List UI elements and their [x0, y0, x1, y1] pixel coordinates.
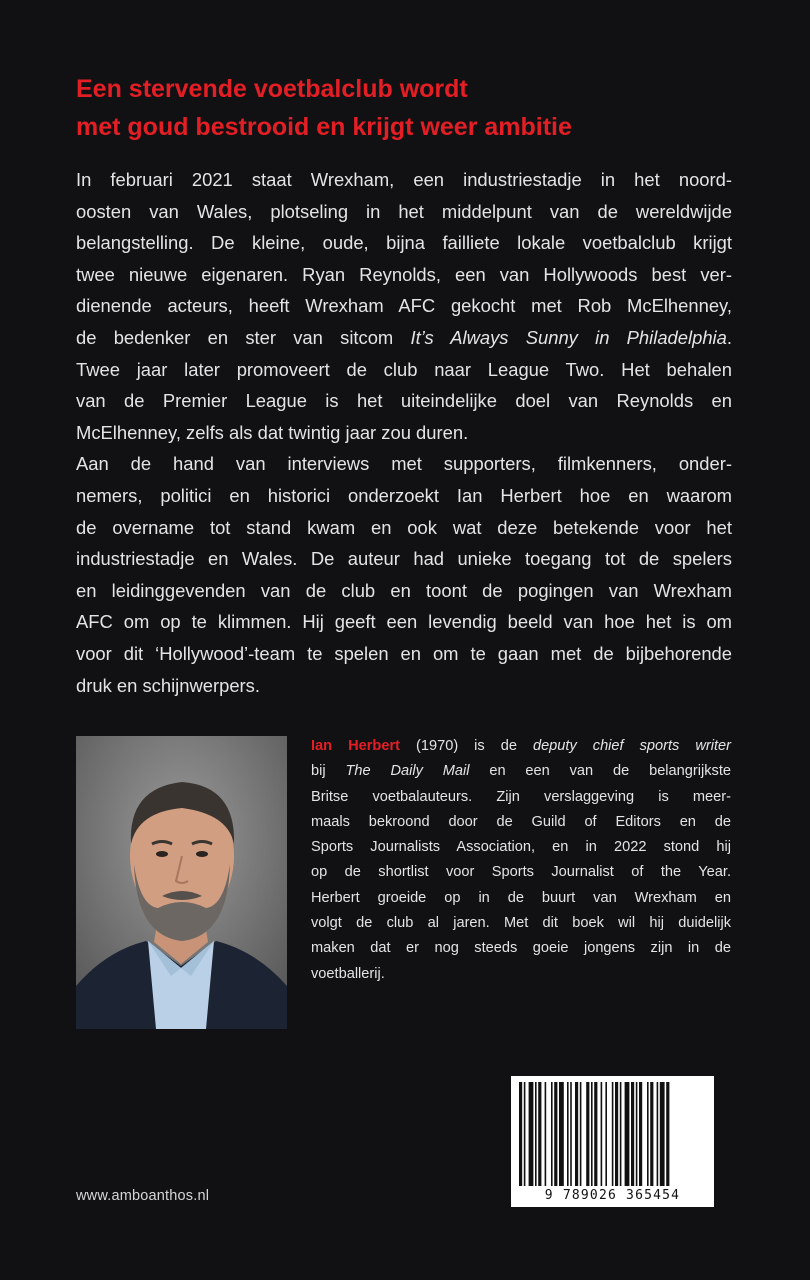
blurb-line: Aan de hand van interviews met supporters, filmkenners, onder- [76, 453, 732, 475]
barcode-bar [538, 1082, 541, 1186]
bio-line: volgt de club al jaren. Met dit boek wil hij duidelijk [311, 915, 731, 932]
bio-line: Sports Journalists Association, en in 2022 stond hij [311, 839, 731, 856]
author-bio [311, 734, 731, 987]
blurb-line: AFC om op te klimmen. Hij geeft een levendig beeld van hoe het is om [76, 611, 732, 633]
blurb [76, 164, 732, 701]
barcode-bar [605, 1082, 607, 1186]
blurb-text: de bedenker en ster van sitcom [76, 326, 411, 348]
barcode-bar [601, 1082, 603, 1186]
barcode-bar [586, 1082, 589, 1186]
barcode-bar [650, 1082, 653, 1186]
blurb-paragraph-2 [76, 448, 732, 701]
blurb-line: oosten van Wales, plotseling in het middelpunt van de wereldwijde [76, 200, 732, 222]
barcode-bar [591, 1082, 593, 1186]
bio-line: maals bekroond door de Guild of Editors en de [311, 813, 731, 830]
headline-line-2: met goud bestrooid en krijgt weer ambitie [76, 113, 572, 141]
bio-text: bij [311, 763, 346, 780]
bio-text: en een van de belangrijkste [469, 763, 732, 780]
barcode-bar [545, 1082, 547, 1186]
barcode-bar [647, 1082, 649, 1186]
barcode-bar [551, 1082, 553, 1186]
barcode-bar [612, 1082, 614, 1186]
blurb-line: dienende acteurs, heeft Wrexham AFC gekocht met Rob McElhenney, [76, 295, 732, 317]
blurb-line: de overname tot stand kwam en ook wat deze betekende voor het [76, 516, 732, 538]
blurb-line: druk en schijnwerpers. [76, 674, 260, 696]
job-title: deputy chief sports writer [532, 738, 731, 754]
headline-line-1: Een stervende voetbalclub wordt [76, 75, 468, 103]
bio-line: voetballerij. [311, 965, 385, 982]
barcode-bar [657, 1082, 659, 1186]
barcode-bar [535, 1082, 537, 1186]
blurb-text: . [726, 326, 732, 348]
newspaper-name: The Daily Mail [345, 763, 470, 780]
barcode-bar [636, 1082, 638, 1186]
blurb-line [76, 322, 732, 354]
bio-line: Herbert groeide op in de buurt van Wrexham en [311, 889, 731, 906]
blurb-line: en leidinggevenden van de club en toont de pogingen van Wrexham [76, 579, 732, 601]
barcode-bar [519, 1082, 522, 1186]
barcode-bar [666, 1082, 669, 1186]
blurb-line: belangstelling. De kleine, oude, bijna failliete lokale voetbalclub krijgt [76, 232, 732, 254]
bio-line: maken dat er nog steeds goeie jongens zijn in de [311, 940, 731, 957]
author-photo [76, 736, 287, 1029]
barcode-bar [554, 1082, 557, 1186]
barcode-bar [620, 1082, 622, 1186]
barcode-bar [660, 1082, 665, 1186]
blurb-line: McElhenney, zelfs als dat twintig jaar zou duren. [76, 421, 469, 443]
blurb-paragraph-1 [76, 164, 732, 448]
blurb-line: van de Premier League is het uiteindelijke doel van Reynolds en [76, 390, 732, 412]
barcode-bar [529, 1082, 534, 1186]
barcode-bar [631, 1082, 634, 1186]
barcode-bar [580, 1082, 582, 1186]
barcode-bar [570, 1082, 572, 1186]
blurb-line: twee nieuwe eigenaren. Ryan Reynolds, een van Hollywoods best ver- [76, 263, 732, 285]
isbn-barcode [511, 1076, 714, 1207]
barcode-bar [594, 1082, 597, 1186]
bio-line [311, 734, 731, 759]
barcode-bar [615, 1082, 618, 1186]
blurb-line: voor dit ‘Hollywood’-team te spelen en om te gaan met de bijbehorende [76, 642, 732, 664]
author-portrait-illustration [76, 736, 287, 1029]
bio-line [311, 759, 731, 784]
barcode-bar [639, 1082, 642, 1186]
isbn-number: 9 789026 365454 [544, 1188, 681, 1203]
sitcom-title: It’s Always Sunny in Philadelphia [410, 326, 727, 348]
headline [76, 70, 776, 146]
blurb-line: industriestadje en Wales. De auteur had unieke toegang tot de spelers [76, 548, 732, 570]
blurb-line: In februari 2021 staat Wrexham, een industriestadje in het noord- [76, 169, 732, 190]
barcode-bar [625, 1082, 630, 1186]
barcode-bar [524, 1082, 526, 1186]
bio-line: op de shortlist voor Sports Journalist of the Year. [311, 864, 731, 881]
author-name: Ian Herbert [311, 738, 400, 754]
bio-text: (1970) is de [400, 738, 533, 754]
barcode-bar [559, 1082, 564, 1186]
bio-line: Britse voetbalauteurs. Zijn verslaggeving is meer- [311, 788, 731, 805]
barcode-bar [567, 1082, 569, 1186]
publisher-website[interactable]: www.amboanthos.nl [76, 1188, 210, 1204]
blurb-line: Twee jaar later promoveert de club naar League Two. Het behalen [76, 358, 732, 380]
barcode-bar [575, 1082, 578, 1186]
blurb-line: nemers, politici en historici onderzoekt Ian Herbert hoe en waarom [76, 484, 732, 506]
